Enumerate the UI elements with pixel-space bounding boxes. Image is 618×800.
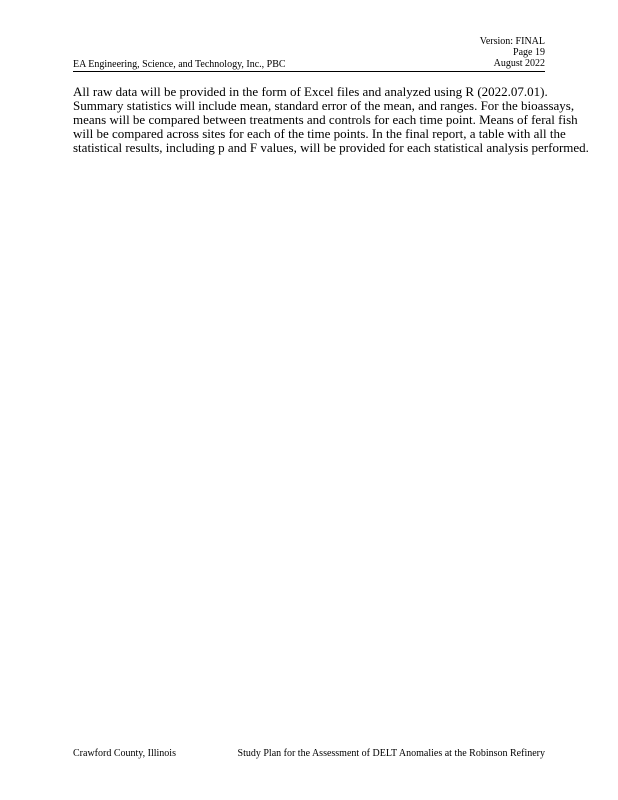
header-date: August 2022 — [493, 58, 545, 69]
page-header — [73, 36, 545, 72]
footer-location: Crawford County, Illinois — [73, 748, 176, 759]
header-version: Version: FINAL — [479, 36, 545, 47]
body-paragraph: All raw data will be provided in the form of Excel files and analyzed using R (2022.07.01). Summary statistics will include mean, standard error of the mean, and ranges. For the bioassays, means will be compared between treatments and controls for each time point. Means of feral fish will be compared across sites for each of the time points. In the final report, a table with all the statistical results, including p and F values, will be provided for each statistical analysis performed. — [73, 84, 589, 155]
header-page-number: Page 19 — [513, 47, 545, 58]
header-company-name: EA Engineering, Science, and Technology, Inc., PBC — [73, 59, 286, 70]
header-meta — [480, 36, 545, 69]
header-divider — [73, 71, 545, 72]
footer-document-title: Study Plan for the Assessment of DELT Anomalies at the Robinson Refinery — [237, 748, 545, 759]
